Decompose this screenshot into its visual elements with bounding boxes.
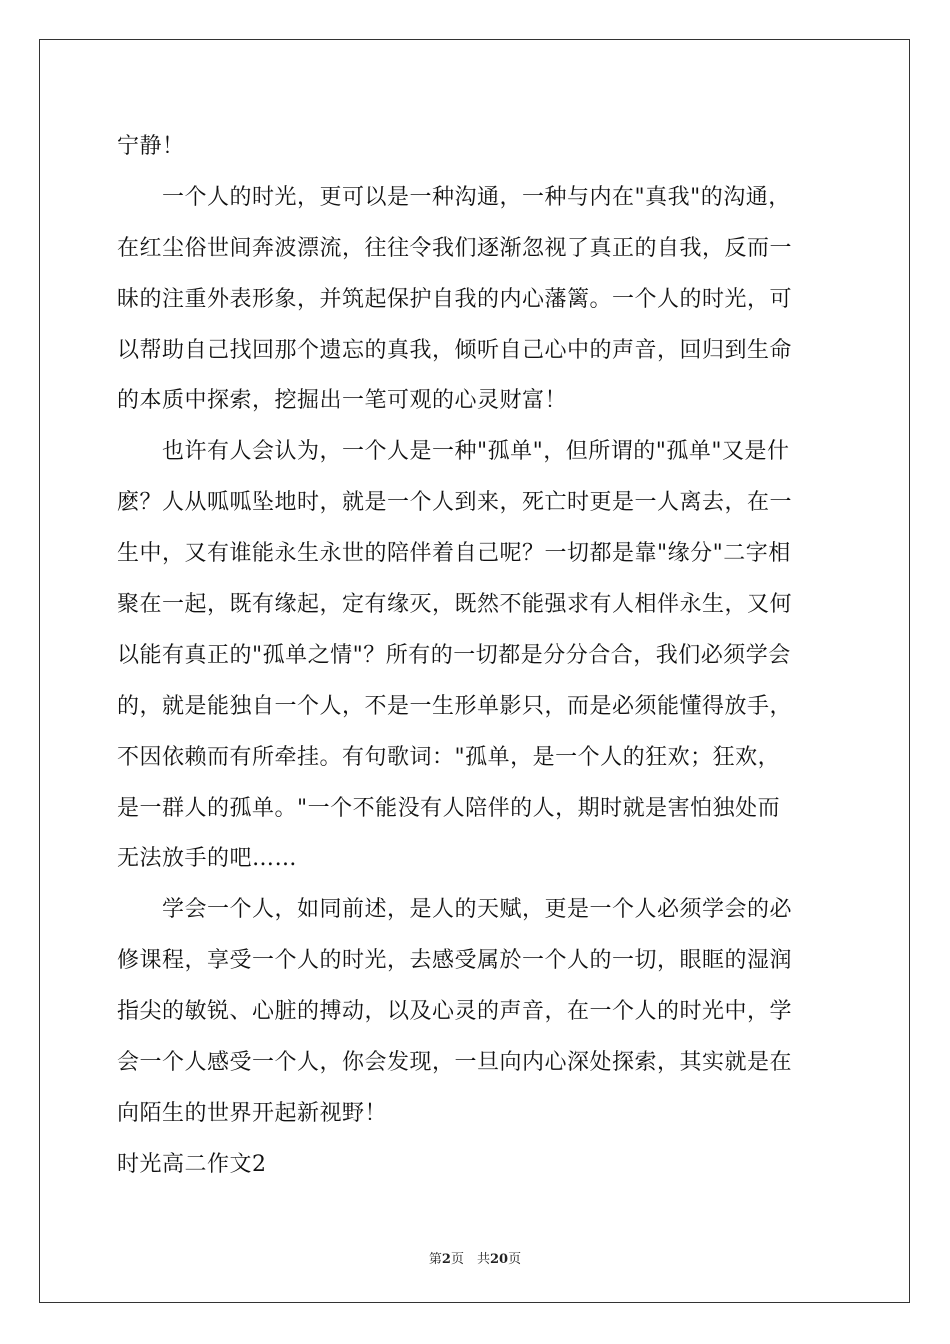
text-line: 聚在一起，既有缘起，定有缘灭，既然不能强求有人相伴永生，又何 xyxy=(117,592,793,618)
current-page-number: 2 xyxy=(441,1252,451,1267)
section-heading: 时光高二作文2 xyxy=(117,1151,267,1177)
text-line: 指尖的敏锐、心脏的搏动，以及心灵的声音，在一个人的时光中，学 xyxy=(117,999,793,1025)
text-line: 一个人的时光，更可以是一种沟通，一种与内在"真我"的沟通， xyxy=(117,184,791,210)
text-line: 麽？人从呱呱坠地时，就是一个人到来，死亡时更是一人离去，在一 xyxy=(117,490,793,516)
footer-prefix: 第 xyxy=(428,1252,442,1267)
text-line: 不因依赖而有所牵挂。有句歌词："孤单，是一个人的狂欢；狂欢， xyxy=(117,744,781,770)
text-line: 生中，又有谁能永生永世的陪伴着自己呢？一切都是靠"缘分"二字相 xyxy=(117,541,791,567)
text-line: 也许有人会认为，一个人是一种"孤单"，但所谓的"孤单"又是什 xyxy=(117,439,790,465)
text-line: 是一群人的孤单。"一个不能没有人陪伴的人，期时就是害怕独处而 xyxy=(117,795,781,821)
total-page-count: 20 xyxy=(489,1252,509,1267)
text-line: 以能有真正的"孤单之情"？所有的一切都是分分合合，我们必须学会 xyxy=(117,642,791,668)
text-line: 修课程，享受一个人的时光，去感受属於一个人的一切，眼眶的湿润 xyxy=(117,948,793,974)
text-line: 学会一个人，如同前述，是人的天赋，更是一个人必须学会的必 xyxy=(117,897,793,923)
text-line: 在红尘俗世间奔波漂流，往往令我们逐渐忽视了真正的自我，反而一 xyxy=(117,235,793,261)
text-line: 会一个人感受一个人，你会发现，一旦向内心深处探索，其实就是在 xyxy=(117,1050,793,1076)
text-line: 昧的注重外表形象，并筑起保护自我的内心藩篱。一个人的时光，可 xyxy=(117,286,793,312)
footer-mid: 页 共 xyxy=(450,1252,490,1267)
text-line: 的，就是能独自一个人，不是一生形单影只，而是必须能懂得放手， xyxy=(117,693,793,719)
document-body xyxy=(117,122,832,1191)
text-line: 的本质中探索，挖掘出一笔可观的心灵财富！ xyxy=(117,388,568,414)
page-footer xyxy=(0,1248,950,1267)
text-line: 宁静！ xyxy=(117,134,185,159)
footer-suffix: 页 xyxy=(508,1252,522,1267)
text-line: 以帮助自己找回那个遗忘的真我，倾听自己心中的声音，回归到生命 xyxy=(117,337,793,363)
text-line: 无法放手的吧…… xyxy=(117,846,298,872)
text-line: 向陌生的世界开起新视野！ xyxy=(117,1100,388,1126)
